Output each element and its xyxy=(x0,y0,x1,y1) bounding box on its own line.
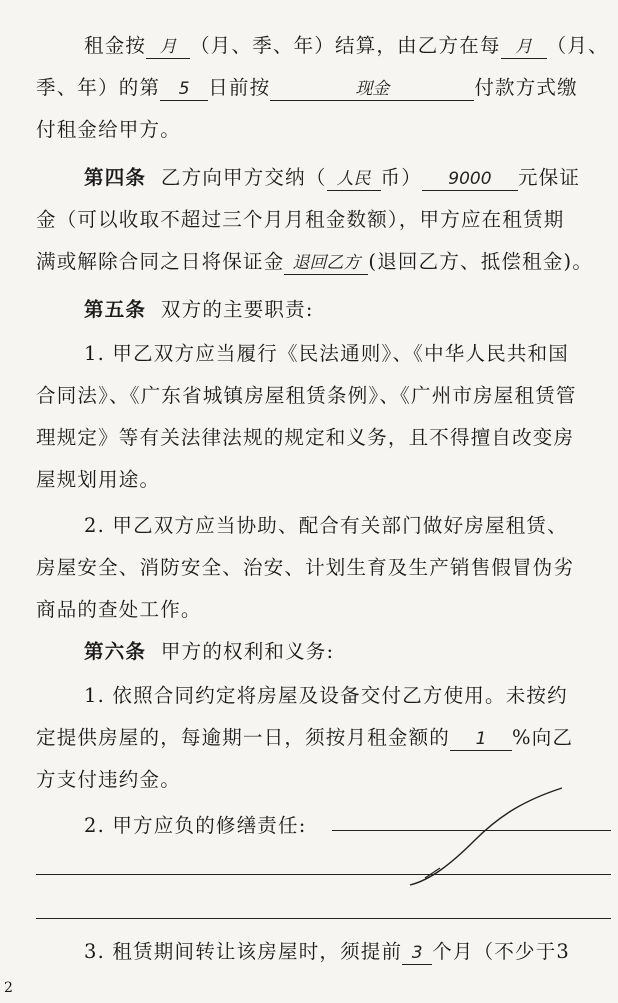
text: （月、季、年）结算，由乙方在每 xyxy=(190,34,501,57)
article6-p1-line-3: 方支付违约金。 xyxy=(36,768,181,791)
handwritten-period: 月 xyxy=(146,36,190,59)
article4-line-2: 金（可以收取不超过三个月月租金数额），甲方应在租赁期 xyxy=(36,208,565,231)
article6-title: 甲方的权利和义务: xyxy=(160,640,335,663)
text: 付款方式缴 xyxy=(474,76,578,99)
article5-heading: 第五条 xyxy=(84,298,147,321)
article5-heading-line xyxy=(84,296,611,324)
text: 季、年）的第 xyxy=(36,76,161,99)
text: 定提供房屋的，每逾期一日，须按月租金额的 xyxy=(36,726,451,749)
article6-heading: 第六条 xyxy=(84,640,147,663)
article6-p1-line-2 xyxy=(36,724,611,752)
article4-line-1 xyxy=(84,164,611,192)
article6-heading-line xyxy=(84,638,611,666)
fill-line xyxy=(36,918,611,919)
article5-title: 双方的主要职责: xyxy=(160,298,314,321)
handwritten-payment-method: 现金 xyxy=(270,78,474,101)
article4-line-3 xyxy=(36,248,611,276)
handwritten-notice-months: 3 xyxy=(402,942,432,965)
article6-p1-line-1: 1. 依照合同约定将房屋及设备交付乙方使用。未按约 xyxy=(84,684,568,707)
text: 满或解除合同之日将保证金 xyxy=(36,250,285,273)
article6-p2-line: 2. 甲方应负的修缮责任: xyxy=(84,814,307,837)
article5-p1-line-1: 1. 甲乙双方应当履行《民法通则》、《中华人民共和国 xyxy=(84,342,570,365)
article5-p1-line-2: 合同法》、《广东省城镇房屋租赁条例》、《广州市房屋租赁管 xyxy=(36,384,577,407)
article6-p3-line xyxy=(84,938,611,966)
handwritten-payment-period: 月 xyxy=(501,36,547,59)
handwritten-deposit-handling: 退回乙方 xyxy=(284,252,368,275)
text: 个月（不少于3 xyxy=(432,940,571,963)
article4-heading: 第四条 xyxy=(84,166,147,189)
handwritten-currency: 人民 xyxy=(327,168,381,191)
article5-p1-line-4: 屋规划用途。 xyxy=(36,468,161,491)
article5-p1-line-3: 理规定》等有关法律法规的规定和义务，且不得擅自改变房 xyxy=(36,426,575,449)
text: 日前按 xyxy=(208,76,271,99)
article5-p2-line-2: 房屋安全、消防安全、治安、计划生育及生产销售假冒伪劣 xyxy=(36,556,575,579)
text: 租金按 xyxy=(84,34,147,57)
text: 乙方向甲方交纳（ xyxy=(160,166,327,189)
text: （月、 xyxy=(546,34,609,57)
text: 元保证 xyxy=(517,166,581,189)
text: 币） xyxy=(380,166,422,189)
page-number: 2 xyxy=(4,980,13,996)
handwritten-deposit-amount: 9000 xyxy=(422,168,518,191)
rent-line-2 xyxy=(36,74,611,102)
handwritten-penalty-percent: 1 xyxy=(450,728,512,751)
article5-p2-line-3: 商品的查处工作。 xyxy=(36,598,202,621)
text: %向乙 xyxy=(512,726,574,749)
text: 3. 租赁期间转让该房屋时，须提前 xyxy=(84,940,403,963)
rent-line-1 xyxy=(84,32,611,60)
text: (退回乙方、抵偿租金)。 xyxy=(368,250,594,273)
rent-line-3: 付租金给甲方。 xyxy=(36,118,181,141)
handwritten-day: 5 xyxy=(160,78,208,101)
article5-p2-line-1: 2. 甲乙双方应当协助、配合有关部门做好房屋租赁、 xyxy=(84,514,568,537)
strike-through-scribble xyxy=(380,780,570,900)
